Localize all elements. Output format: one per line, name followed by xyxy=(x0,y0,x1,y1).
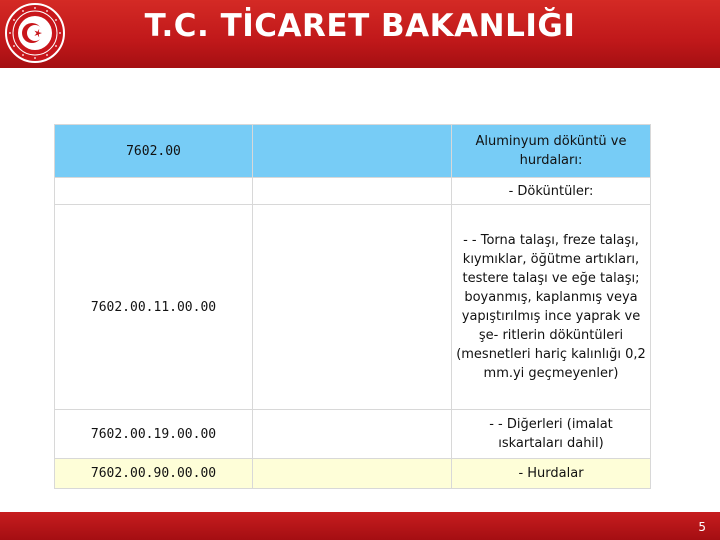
hs-code-table xyxy=(54,124,651,489)
table-row xyxy=(55,205,651,410)
description-cell: - Hurdalar xyxy=(452,459,651,489)
description-cell: Aluminyum döküntü ve hurdaları: xyxy=(452,125,651,178)
code-cell xyxy=(55,178,253,205)
code-cell: 7602.00 xyxy=(55,125,253,178)
table-row xyxy=(55,410,651,459)
code-cell: 7602.00.19.00.00 xyxy=(55,410,253,459)
empty-cell xyxy=(253,125,452,178)
description-cell: - - Diğerleri (imalat ıskartaları dahil) xyxy=(452,410,651,459)
table-row xyxy=(55,125,651,178)
description-cell: - - Torna talaşı, freze talaşı, kıymıklar, öğütme artıkları, testere talaşı ve eğe talaşı; boyanmış, kaplanmış veya yapıştırılmış ince yaprak ve şe- ritlerin döküntüleri (mesnetleri hariç kalınlığı 0,2 mm.yi geçmeyenler) xyxy=(452,205,651,410)
empty-cell xyxy=(253,178,452,205)
page-title: T.C. TİCARET BAKANLIĞI xyxy=(144,8,576,44)
empty-cell xyxy=(253,410,452,459)
empty-cell xyxy=(253,205,452,410)
footer-bar xyxy=(0,512,720,540)
code-cell: 7602.00.11.00.00 xyxy=(55,205,253,410)
table-row xyxy=(55,178,651,205)
code-cell: 7602.00.90.00.00 xyxy=(55,459,253,489)
page-number: 5 xyxy=(698,520,706,534)
description-cell: - Döküntüler: xyxy=(452,178,651,205)
header-bar xyxy=(0,0,720,68)
empty-cell xyxy=(253,459,452,489)
table-row xyxy=(55,459,651,489)
